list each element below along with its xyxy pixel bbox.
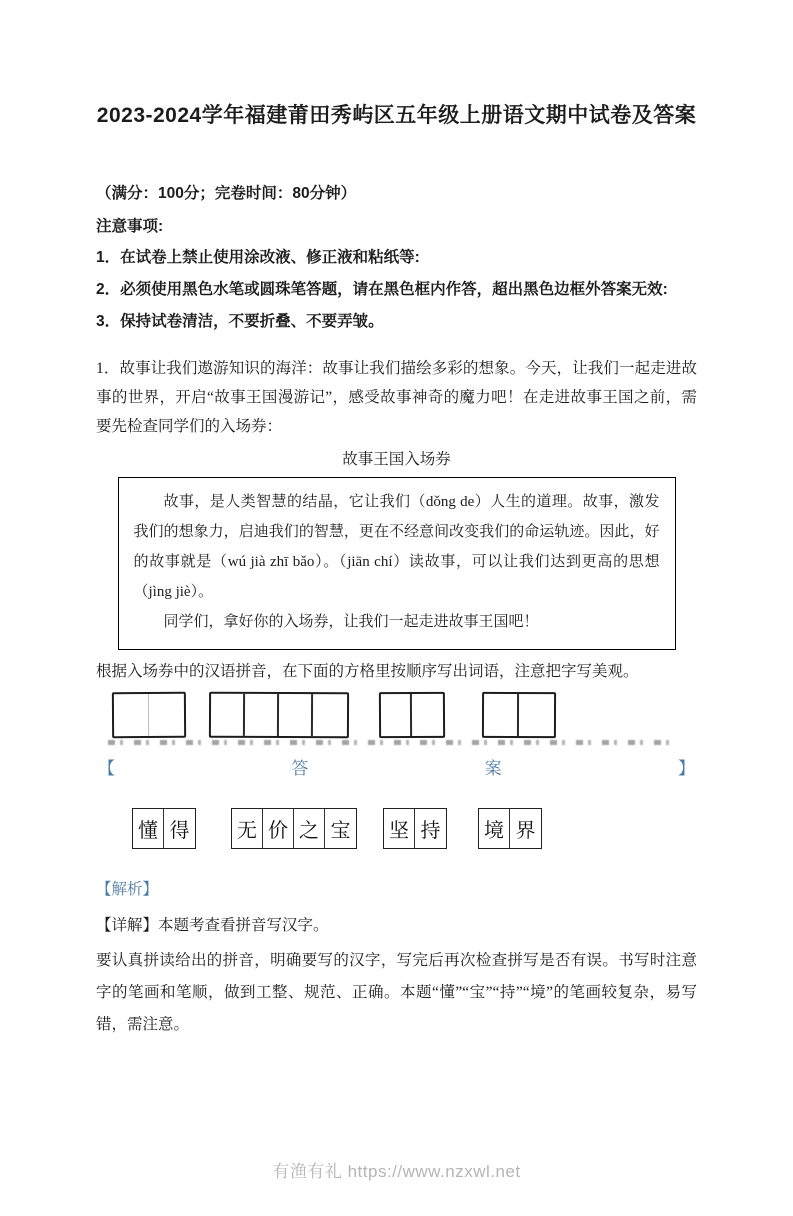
answer-word-2 <box>231 808 357 849</box>
answer-char-cell: 宝 <box>330 819 351 842</box>
blank-cell[interactable] <box>211 694 245 736</box>
answer-character-grid-row <box>96 807 697 849</box>
answer-label-char-1: 答 <box>291 759 309 778</box>
blank-cell[interactable] <box>381 694 412 736</box>
answer-char-cell: 价 <box>263 809 294 848</box>
answer-word-1 <box>132 808 196 849</box>
blank-cell[interactable] <box>313 694 347 736</box>
blank-cell[interactable] <box>245 694 279 736</box>
scan-artifact-smudge <box>108 740 673 745</box>
blank-answer-grid-row <box>96 692 697 739</box>
answer-char-cell: 界 <box>515 819 536 842</box>
ticket-title: 故事王国入场券 <box>342 451 451 468</box>
analysis-section-label: 【解析】 <box>96 881 159 898</box>
notice-item-1: 1．在试卷上禁止使用涂改液、修正液和粘纸等: <box>96 249 420 266</box>
answer-char-cell: 持 <box>420 819 441 842</box>
blank-grid-word-1[interactable] <box>112 692 186 738</box>
answer-label-char-2: 案 <box>484 759 502 778</box>
detail-explanation-body: 要认真拼读给出的拼音，明确要写的汉字，写完后再次检查拼写是否有误。书写时注意字的笔画和笔顺，做到工整、规范、正确。本题“懂”“宝”“持”“境”的笔画较复杂，易写错，需注意。 <box>96 952 697 1033</box>
blank-cell[interactable] <box>279 694 313 736</box>
answer-section-label <box>96 757 697 781</box>
detail-label: 【详解】 <box>96 917 159 934</box>
answer-bracket-close: 】 <box>677 759 695 778</box>
answer-char-cell: 之 <box>294 809 325 848</box>
answer-char-cell: 懂 <box>133 809 164 848</box>
answer-char-cell: 得 <box>169 819 190 842</box>
blank-grid-word-2[interactable] <box>209 692 349 739</box>
answer-char-cell: 坚 <box>384 809 415 848</box>
answer-bracket-open: 【 <box>98 759 115 778</box>
write-words-instruction: 根据入场券中的汉语拼音，在下面的方格里按顺序写出词语，注意把字写美观。 <box>96 663 639 680</box>
answer-word-4 <box>478 808 542 849</box>
blank-cell[interactable] <box>412 694 443 736</box>
blank-grid-word-3[interactable] <box>379 692 445 738</box>
blank-cell[interactable] <box>114 694 149 736</box>
blank-cell[interactable] <box>149 694 184 736</box>
ticket-paragraph-1: 故事，是人类智慧的结晶，它让我们（dǒng de）人生的道理。故事，激发我们的想象力，启迪我们的智慧，更在不经意间改变我们的命运轨迹。因此，好的故事就是（wú jià zhī bǎo）。（jiān chí）读故事，可以让我们达到更高的思想（jìng jiè）。 <box>133 494 660 600</box>
answer-char-cell: 无 <box>232 809 263 848</box>
document-page <box>0 94 793 1216</box>
blank-cell[interactable] <box>519 694 554 736</box>
site-watermark-link[interactable]: 有渔有礼 https://www.nzxwl.net <box>272 1162 521 1181</box>
notice-item-3: 3．保持试卷清洁，不要折叠、不要弄皱。 <box>96 313 384 330</box>
blank-grid-word-4[interactable] <box>482 692 556 738</box>
notice-heading: 注意事项: <box>96 218 164 235</box>
notice-item-2: 2．必须使用黑色水笔或圆珠笔答题，请在黑色框内作答，超出黑色边框外答案无效: <box>96 281 668 298</box>
detail-intro: 本题考查看拼音写汉字。 <box>158 917 329 934</box>
page-title: 2023-2024学年福建莆田秀屿区五年级上册语文期中试卷及答案 <box>96 104 697 127</box>
question-1-intro: 1．故事让我们遨游知识的海洋：故事让我们描绘多彩的想象。今天，让我们一起走进故事的世界，开启“故事王国漫游记”，感受故事神奇的魔力吧！在走进故事王国之前，需要先检查同学们的入场券： <box>96 360 697 435</box>
ticket-paragraph-2: 同学们，拿好你的入场券，让我们一起走进故事王国吧！ <box>163 614 539 630</box>
score-time-line: （满分：100分；完卷时间：80分钟） <box>96 185 357 202</box>
answer-char-cell: 境 <box>479 809 510 848</box>
answer-word-3 <box>383 808 447 849</box>
blank-cell[interactable] <box>484 694 519 736</box>
detail-explanation-line <box>96 911 697 941</box>
ticket-box <box>118 477 676 650</box>
